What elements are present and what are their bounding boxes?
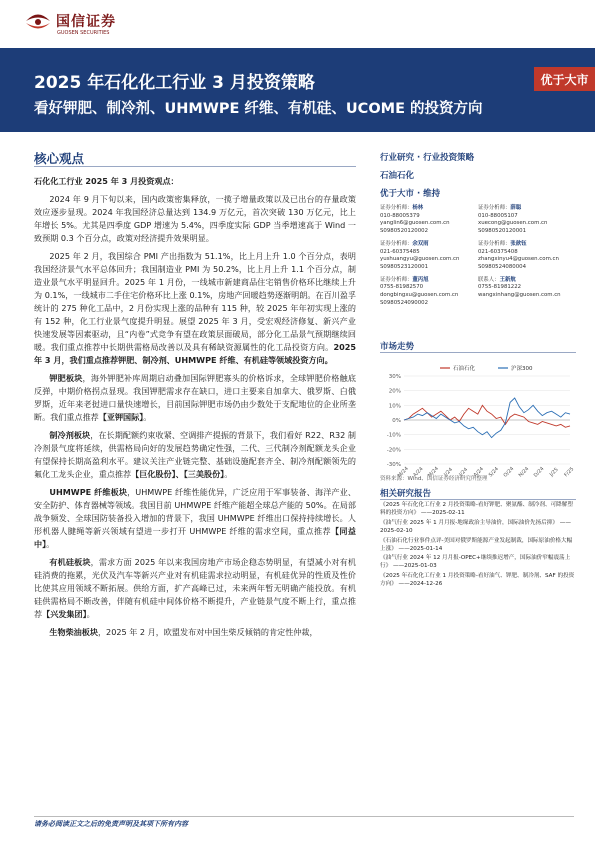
paragraph-potash: 钾肥板块，海外钾肥补库周期启动叠加国际钾肥寡头的价格诉求，全球钾肥价格触底反弹，中期价格拐点显现。我国钾肥需求存在缺口，进口主要来自加拿大、俄罗斯、白俄罗斯，近年来老挝进口量快速增长，目前国际钾肥市场仍由少数处于支配地位的企业所垄断。我们重点推荐【亚钾国际】。 — [34, 373, 356, 423]
analyst-title: 证券分析师： — [478, 240, 511, 247]
research-title: 相关研究报告 — [380, 489, 432, 499]
sector-label: 钾肥板块 — [49, 373, 83, 384]
research-item[interactable]: 《油气行业 2025 年 1 月月报-地缘政治主导油价，国际油价先扬后抑》 ——2025-02-10 — [380, 519, 571, 534]
market-trend-chart — [380, 360, 576, 485]
section-heading: 核心观点 — [34, 151, 85, 166]
y-tick-label: 20% — [388, 388, 401, 395]
report-category: 行业研究 · 行业投资策略 — [380, 153, 475, 163]
analyst-card — [478, 277, 576, 308]
lead-line: 石化化工行业 2025 年 3 月投资观点： — [34, 176, 179, 186]
x-tick-label: A/24 — [472, 466, 485, 479]
analyst-card — [380, 241, 478, 272]
analyst-title: 联系人： — [478, 276, 500, 283]
report-subtitle: 看好钾肥、制冷剂、UHMWPE 纤维、有机硅、UCOME 的投资方向 — [34, 101, 483, 117]
analyst-card — [478, 205, 576, 236]
highlight-picks: 2025 年 3 月，我们重点推荐钾肥、制冷剂、UHMWPE 纤维、有机硅等领域投资方向。 — [34, 342, 356, 366]
stock-pick: 【同益中】 — [34, 526, 356, 550]
x-tick-label: F/25 — [563, 466, 576, 479]
sidebar — [380, 151, 576, 307]
series-line — [404, 398, 570, 438]
analyst-name: 薛聪 — [510, 205, 522, 211]
analyst-email: dongbingxu@guosen.com.cn — [380, 292, 459, 299]
x-tick-label: S/24 — [487, 466, 500, 479]
x-tick-label: J/25 — [548, 466, 560, 478]
main-body — [34, 175, 356, 644]
x-tick-label: M/24 — [426, 465, 440, 479]
analyst-title: 证券分析师： — [380, 240, 413, 247]
paragraph-text: ，在长期配额约束收紧、空调排产提振的背景下，我们看好 R22、R32 制冷剂景气度将延续，供需格局向好的发展趋势确定性强，二代、三代制冷剂配额龙头企业有望保持长期高盈利水平。建议关注产业链完整、基础设施配套齐全、制冷剂配额领先的氟化工龙头企业，重点推荐 — [34, 430, 356, 480]
rating-badge: 优于大市 — [534, 67, 595, 91]
brand-logo — [24, 10, 116, 36]
market-divider — [380, 352, 576, 353]
analyst-card — [380, 277, 478, 308]
analyst-phone: 0755-81981222 — [478, 284, 522, 291]
legend-label: 沪深300 — [511, 366, 533, 372]
research-list — [380, 501, 576, 590]
x-tick-label: J/24 — [443, 466, 455, 478]
research-item[interactable]: 《油气行业 2024 年 12 月月报-OPEC+继续推迟增产，国际油价窄幅震荡上行》 ——2025-01-03 — [380, 555, 571, 570]
analyst-cert: S0980520120002 — [380, 228, 429, 235]
y-tick-label: -10% — [386, 432, 401, 439]
analyst-name: 董丙旭 — [412, 276, 429, 283]
paragraph-refrigerant: 制冷剂板块，在长期配额约束收紧、空调排产提振的背景下，我们看好 R22、R32 制冷剂景气度将延续，供需格局向好的发展趋势确定性强，二代、三代制冷剂配额龙头企业有望保持长期高盈利水平。建议关注产业链完整、基础设施配套齐全、制冷剂配额领先的氟化工龙头企业，重点推荐【巨化股份】、【三美股份】。 — [34, 430, 356, 480]
sector-label: 制冷剂板块 — [49, 430, 91, 441]
analyst-card — [478, 241, 576, 272]
guosen-logo-icon — [24, 10, 52, 32]
x-tick-label: D/24 — [532, 465, 546, 479]
paragraph-biodiesel — [34, 626, 356, 639]
analyst-name: 余双雨 — [412, 240, 429, 247]
y-tick-label: 0% — [392, 418, 401, 424]
analyst-email: yushuangyu@guosen.com.cn — [380, 256, 460, 263]
paragraph-pmi: 2025 年 2 月，我国综合 PMI 产出指数为 51.1%，比上月上升 1.0 个百分点，表明我国经济景气水平总体回升；我国制造业 PMI 为 50.2%，比上月上升 1.1 个百分点，制造业景气水平明显回升。2025 年 1 月份，一线城市新建商品住宅销售价格环比继续上升为 0.1%，一线城市二手住宅价格环比上涨 0.1%，房地产回暖趋势逐渐明朗。在百川盈孚统计的 275 种化工品中，2 月份实现上涨的品种有 115 种，较 2025 年年初实现上涨的有 152 种，化工行业景气度提升明显。展望 2025 年 3 月，受宏观经济修复、新兴产业快速发展等因素驱动，且“内卷”式竞争有望在政策层面破局，部分化工品景气预期继续回暖。我们重点推荐中长期供需格局改善以及具有稀缺资源属性的化工品投资方向。2025 年 3 月，我们重点推荐钾肥、制冷剂、UHMWPE 纤维、有机硅等领域投资方向。 — [34, 250, 356, 366]
paragraph-text: ，2025 年 2 月，欧盟发布对中国生柴反倾销的肯定性仲裁， — [97, 627, 318, 638]
analyst-phone: 010-88005379 — [380, 212, 420, 219]
brand-name: 国信证券 — [56, 14, 116, 30]
legend-label: 石油石化 — [453, 366, 476, 372]
y-tick-label: 30% — [388, 374, 401, 380]
analyst-email: zhangxinyu4@guosen.com.cn — [478, 256, 559, 263]
analyst-phone: 021-60375485 — [380, 248, 420, 255]
analyst-cert: S0980523120001 — [380, 263, 429, 270]
research-item[interactable]: 《石油石化行业事件点评-美国对俄罗斯能源产业发起制裁，国际原油价格大幅上涨》 ——2025-01-14 — [380, 537, 573, 552]
paragraph-silicone: 有机硅板块，需求方面 2025 年以来我国房地产市场企稳态势明显，有望减小对有机硅消费的拖累，光伏及汽车等新兴产业对有机硅需求拉动明显，有机硅优异的性质及性价比使其应用领域不断拓展。供给方面，扩产高峰已过，未来两年暂无明确产能投放。有机硅供需格局不断改善，伴随有机硅中间体价格不断提升，产业链景气度不断上行，重点推荐【兴发集团】。 — [34, 557, 356, 620]
analyst-email: xuecong@guosen.com.cn — [478, 220, 548, 227]
stock-pick: 【巨化股份】、【三美股份】 — [131, 469, 225, 480]
analyst-list — [380, 205, 576, 307]
research-item[interactable]: 《2025 年石化化工行业 2 月投资策略-看好钾肥、聚氨酯、制冷剂、可降解塑料的投资方向》 ——2025-02-11 — [380, 502, 573, 517]
analyst-cert: S0980524090002 — [380, 299, 429, 306]
stock-pick: 【亚钾国际】 — [98, 412, 144, 423]
industry-name: 石油石化 — [380, 171, 415, 181]
chart-source: 资料来源：Wind、国信证券经济研究所整理 — [380, 476, 488, 482]
report-title: 2025 年石化化工行业 3 月投资策略 — [34, 73, 315, 93]
y-tick-label: -30% — [386, 462, 401, 468]
rating-line: 优于大市 · 维持 — [380, 189, 441, 199]
paragraph-uhmwpe: UHMWPE 纤维板块，UHMWPE 纤维性能优异，广泛应用于军事装备、海洋产业、安全防护、体育器械等领域。我国目前 UHMWPE 纤维产能超全球总产能的 50%。在局部战争频发、全球国防装备投入增加的背景下，我国 UHMWPE 纤维出口保持持续增长。人形机器人腱绳等新兴领域有望进一步打开 UHMWPE 纤维的需求空间，重点推荐【同益中】。 — [34, 487, 356, 550]
y-tick-label: 10% — [388, 403, 401, 410]
analyst-email: yanglin6@guosen.com.cn — [380, 220, 450, 227]
analyst-name: 张歆钰 — [510, 240, 527, 247]
x-tick-label: J/24 — [458, 466, 470, 478]
analyst-email: wangxinhang@guosen.com.cn — [478, 292, 561, 299]
paragraph-text: ，需求方面 2025 年以来我国房地产市场企稳态势明显，有望减小对有机硅消费的拖累，光伏及汽车等新兴产业对有机硅需求拉动明显，有机硅优异的性质及性价比使其应用领域不断拓展。供给方面，扩产高峰已过，未来两年暂无明确产能投放。有机硅供需格局不断改善，伴随有机硅中间体价格不断提升，产业链景气度不断上行，重点推荐 — [34, 557, 356, 620]
paragraph-macro: 2024 年 9 月下旬以来，国内政策密集释放，一揽子增量政策以及已出台的存量政策效应逐步显现。2024 年我国经济总量达到 134.9 万亿元，首次突破 130 万亿元，比上年增长 5%。尤其是四季度 GDP 增速为 5.4%，四季度实际 GDP 当季增速高于 Wind 一致预期 0.3 个百分点，政策对经济提升效果明显。 — [34, 193, 356, 243]
research-item[interactable]: 《2025 年石化化工行业 1 月投资策略-看好油气、钾肥、制冷剂、SAF 的投资方向》 ——2024-12-26 — [380, 573, 575, 588]
analyst-name: 杨林 — [412, 205, 424, 211]
analyst-cert: S0980524080004 — [478, 263, 527, 270]
x-tick-label: M/24 — [396, 465, 410, 479]
analyst-title: 证券分析师： — [380, 205, 413, 211]
analyst-phone: 0755-81982570 — [380, 284, 424, 291]
analyst-name: 王新航 — [499, 276, 516, 283]
research-divider — [380, 499, 576, 500]
series-line — [404, 405, 570, 427]
footer-divider — [34, 816, 574, 817]
brand-name-en: GUOSEN SECURITIES — [57, 30, 110, 36]
stock-pick: 【兴发集团】 — [42, 609, 87, 620]
sector-label: UHMWPE 纤维板块 — [49, 487, 128, 498]
analyst-cert: S0980520120001 — [478, 228, 527, 235]
market-trend-title: 市场走势 — [380, 342, 415, 352]
analyst-title: 证券分析师： — [478, 205, 511, 211]
paragraph-text: ，UHMWPE 纤维性能优异，广泛应用于军事装备、海洋产业、安全防护、体育器械等领域。我国目前 UHMWPE 纤维产能超全球总产能的 50%。在局部战争频发、全球国防装备投入增加的背景下，我国 UHMWPE 纤维出口保持持续增长。人形机器人腱绳等新兴领域有望进一步打开 UHMWPE 纤维的需求空间，重点推荐 — [34, 487, 356, 537]
section-divider — [34, 166, 356, 167]
paragraph-text: ，海外钾肥补库周期启动叠加国际钾肥寡头的价格诉求，全球钾肥价格触底反弹，中期价格拐点显现。我国钾肥需求存在缺口，进口主要来自加拿大、俄罗斯、白俄罗斯，近年来老挝进口量快速增长，目前国际钾肥市场仍由少数处于支配地位的企业所垄断。我们重点推荐 — [34, 373, 356, 423]
x-tick-label: N/24 — [517, 466, 531, 479]
sector-label: 有机硅板块 — [49, 557, 91, 568]
y-tick-label: -20% — [386, 447, 401, 454]
sector-label: 生物柴油板块 — [49, 627, 98, 638]
analyst-phone: 021-60375408 — [478, 248, 518, 255]
analyst-phone: 010-88005107 — [478, 212, 518, 219]
analyst-card — [380, 205, 478, 236]
footer-disclaimer[interactable]: 请务必阅读正文之后的免责声明及其项下所有内容 — [34, 820, 188, 828]
x-tick-label: A/24 — [412, 466, 425, 479]
analyst-title: 证券分析师： — [380, 276, 413, 283]
x-tick-label: O/24 — [502, 465, 516, 479]
